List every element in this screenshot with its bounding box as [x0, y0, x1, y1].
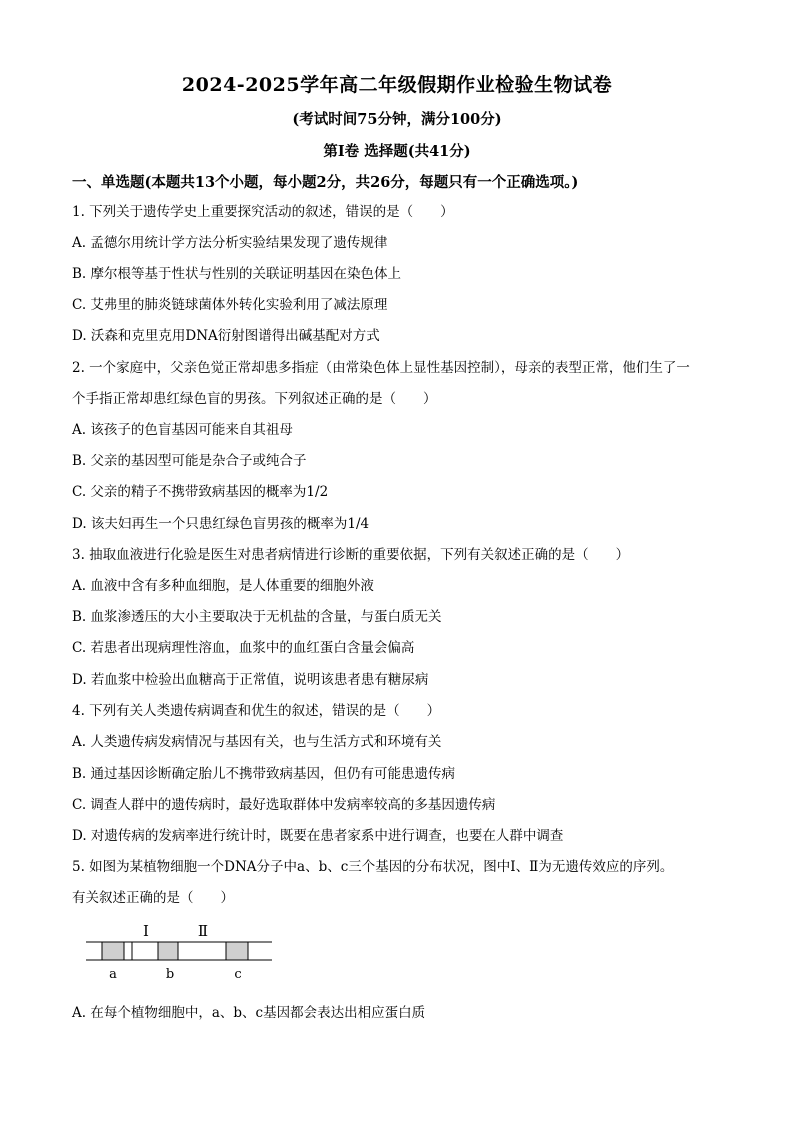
- question-1-stem: 1. 下列关于遗传学史上重要探究活动的叙述，错误的是（ ）: [72, 204, 454, 220]
- gene-label-b: b: [165, 967, 175, 982]
- question-2-option-c: C. 父亲的精子不携带致病基因的概率为1/2: [72, 484, 329, 500]
- exam-title: 2024-2025学年高二年级假期作业检验生物试卷: [181, 74, 613, 96]
- question-3-option-b: B. 血浆渗透压的大小主要取决于无机盐的含量，与蛋白质无关: [72, 609, 442, 625]
- question-1-option-b: B. 摩尔根等基于性状与性别的关联证明基因在染色体上: [72, 266, 402, 282]
- question-4-option-c: C. 调查人群中的遗传病时，最好选取群体中发病率较高的多基因遗传病: [72, 797, 496, 813]
- exam-info: (考试时间75分钟，满分100分): [292, 111, 502, 128]
- question-2-stem-line-1: 2. 一个家庭中，父亲色觉正常却患多指症（由常染色体上显性基因控制），母亲的表型正常，他们生了一: [72, 360, 690, 376]
- question-3-option-d: D. 若血浆中检验出血糖高于正常值，说明该患者患有糖尿病: [72, 672, 429, 688]
- gene-label-c: c: [234, 967, 242, 982]
- question-3-option-a-line: A. 血液中含有多种血细胞，是人体重要的细胞外液: [72, 578, 374, 594]
- question-4-stem: 4. 下列有关人类遗传病调查和优生的叙述，错误的是（ ）: [72, 703, 441, 719]
- question-3-stem: 3. 抽取血液进行化验是医生对患者病情进行诊断的重要依据，下列有关叙述正确的是（ ）: [72, 547, 630, 563]
- question-4-option-b: B. 通过基因诊断确定胎儿不携带致病基因，但仍有可能患遗传病: [72, 766, 456, 782]
- question-1-option-c: C. 艾弗里的肺炎链球菌体外转化实验利用了减法原理: [72, 297, 388, 313]
- question-3-option-c: C. 若患者出现病理性溶血，血浆中的血红蛋白含量会偏高: [72, 640, 415, 656]
- question-1-option-d: D. 沃森和克里克用DNA衍射图谱得出碱基配对方式: [72, 328, 380, 344]
- question-5-stem-line-2: 有关叙述正确的是（ ）: [72, 890, 234, 906]
- question-5-option-a: A. 在每个植物细胞中，a、b、c基因都会表达出相应蛋白质: [72, 1005, 426, 1021]
- question-2-option-b: B. 父亲的基因型可能是杂合子或纯合子: [72, 453, 307, 469]
- dna-gene-diagram: [86, 918, 276, 986]
- gene-b-segment: [158, 942, 178, 960]
- question-4-option-a: A. 人类遗传病发病情况与基因有关，也与生活方式和环境有关: [72, 734, 442, 750]
- part-title: 第I卷 选择题(共41分): [323, 143, 471, 160]
- section-heading: 一、单选题(本题共13个小题，每小题2分，共26分，每题只有一个正确选项。): [72, 174, 579, 191]
- question-4-option-d: D. 对遗传病的发病率进行统计时，既要在患者家系中进行调查，也要在人群中调查: [72, 828, 564, 844]
- question-2-stem-line-2: 个手指正常却患红绿色盲的男孩。下列叙述正确的是（ ）: [72, 391, 437, 407]
- region-label-I: Ⅰ: [143, 922, 149, 940]
- question-2-option-a: A. 该孩子的色盲基因可能来自其祖母: [72, 422, 293, 438]
- question-2-option-d: D. 该夫妇再生一个只患红绿色盲男孩的概率为1/4: [72, 516, 370, 532]
- region-label-II: Ⅱ: [197, 922, 209, 940]
- gene-a-segment: [102, 942, 124, 960]
- question-5-stem-line-1: 5. 如图为某植物细胞一个DNA分子中a、b、c三个基因的分布状况，图中Ⅰ、Ⅱ为无遗传效应的序列。: [72, 859, 674, 875]
- question-1-option-a: A. 孟德尔用统计学方法分析实验结果发现了遗传规律: [72, 235, 388, 251]
- gene-c-segment: [226, 942, 248, 960]
- gene-label-a: a: [109, 967, 117, 982]
